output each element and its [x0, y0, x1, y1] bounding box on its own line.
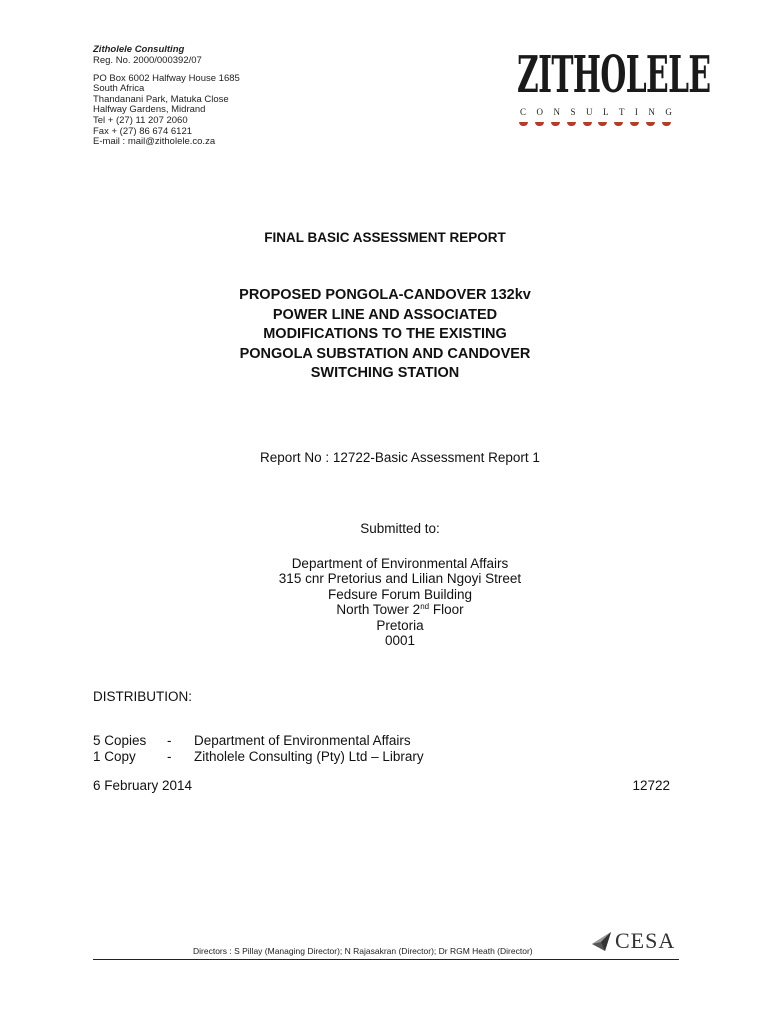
logo-letter: N — [648, 107, 655, 117]
recipient-line — [0, 602, 770, 617]
fax-line: Fax + (27) 86 674 6121 — [93, 125, 193, 137]
distribution-dash: - — [167, 749, 172, 764]
phone-line: Tel + (27) 11 207 2060 — [93, 114, 188, 126]
distribution-heading: DISTRIBUTION: — [93, 689, 193, 704]
distribution-qty: 5 Copies — [93, 733, 147, 748]
accent-mark-icon — [646, 122, 655, 126]
submitted-to-label: Submitted to: — [360, 521, 440, 536]
recipient-floor: Floor — [429, 602, 464, 618]
accent-mark-icon — [614, 122, 623, 126]
recipient-line: 315 cnr Pretorius and Lilian Ngoyi Street — [278, 571, 522, 587]
title-line: SWITCHING STATION — [310, 365, 460, 382]
accent-mark-icon — [662, 122, 671, 126]
logo-accent-marks — [519, 122, 671, 126]
title-line: POWER LINE AND ASSOCIATED — [272, 306, 498, 323]
accent-mark-icon — [598, 122, 607, 126]
cesa-triangle-icon — [591, 930, 613, 952]
footer-divider — [93, 959, 679, 960]
recipient-address — [0, 556, 770, 648]
email-line: E-mail : mail@zitholele.co.za — [93, 136, 216, 148]
distribution-destination: Zitholele Consulting (Pty) Ltd – Library — [194, 749, 424, 764]
reg-number: Reg. No. 2000/000392/07 — [93, 55, 202, 66]
recipient-line: Department of Environmental Affairs — [291, 556, 509, 571]
address-line: Thandanani Park, Matuka Close — [93, 93, 229, 105]
accent-mark-icon — [551, 122, 560, 126]
report-title — [0, 286, 770, 384]
report-number: Report No : 12722-Basic Assessment Report 1 — [260, 450, 540, 465]
logo-letter: O — [536, 107, 543, 117]
accent-mark-icon — [567, 122, 576, 126]
reference-number: 12722 — [632, 778, 670, 793]
logo-letter: I — [634, 107, 638, 117]
logo-letter: C — [520, 107, 527, 117]
recipient-line: Fedsure Forum Building — [327, 586, 473, 602]
recipient-line: Pretoria — [376, 617, 424, 633]
logo-letter: N — [553, 107, 560, 117]
title-line: PROPOSED PONGOLA-CANDOVER 132kv — [239, 287, 531, 303]
cesa-logo — [591, 928, 681, 956]
cesa-label: CESA — [615, 928, 676, 953]
logo-letter: S — [570, 107, 576, 117]
report-date: 6 February 2014 — [93, 778, 193, 793]
directors-list: Directors : S Pillay (Managing Director); N Rajasakran (Director); Dr RGM Heath (Director) — [193, 946, 533, 956]
logo-letter: L — [602, 107, 609, 117]
address-line: Halfway Gardens, Midrand — [93, 104, 206, 116]
address-line: South Africa — [93, 83, 145, 95]
accent-mark-icon — [535, 122, 544, 126]
recipient-line: 0001 — [384, 633, 416, 649]
distribution-dash: - — [167, 733, 172, 748]
zitholele-logo — [517, 46, 711, 136]
logo-subtitle — [520, 107, 672, 117]
company-address-block — [93, 56, 240, 148]
distribution-qty: 1 Copy — [93, 749, 136, 764]
report-heading: FINAL BASIC ASSESSMENT REPORT — [264, 230, 506, 245]
accent-mark-icon — [583, 122, 592, 126]
company-name: Zitholele Consulting — [93, 44, 185, 55]
logo-letter: G — [665, 107, 672, 117]
address-line: PO Box 6002 Halfway House 1685 — [93, 72, 240, 84]
accent-mark-icon — [519, 122, 528, 126]
logo-wordmark: ZITHOLELE — [517, 46, 711, 105]
distribution-destination: Department of Environmental Affairs — [194, 733, 411, 748]
logo-letter: U — [585, 107, 593, 117]
recipient-tower: North Tower 2 — [336, 602, 421, 618]
recipient-floor-suffix: nd — [420, 602, 430, 612]
accent-mark-icon — [630, 122, 639, 126]
title-line: PONGOLA SUBSTATION AND CANDOVER — [239, 345, 531, 362]
title-line: MODIFICATIONS TO THE EXISTING — [263, 326, 507, 343]
logo-letter: T — [618, 107, 625, 117]
